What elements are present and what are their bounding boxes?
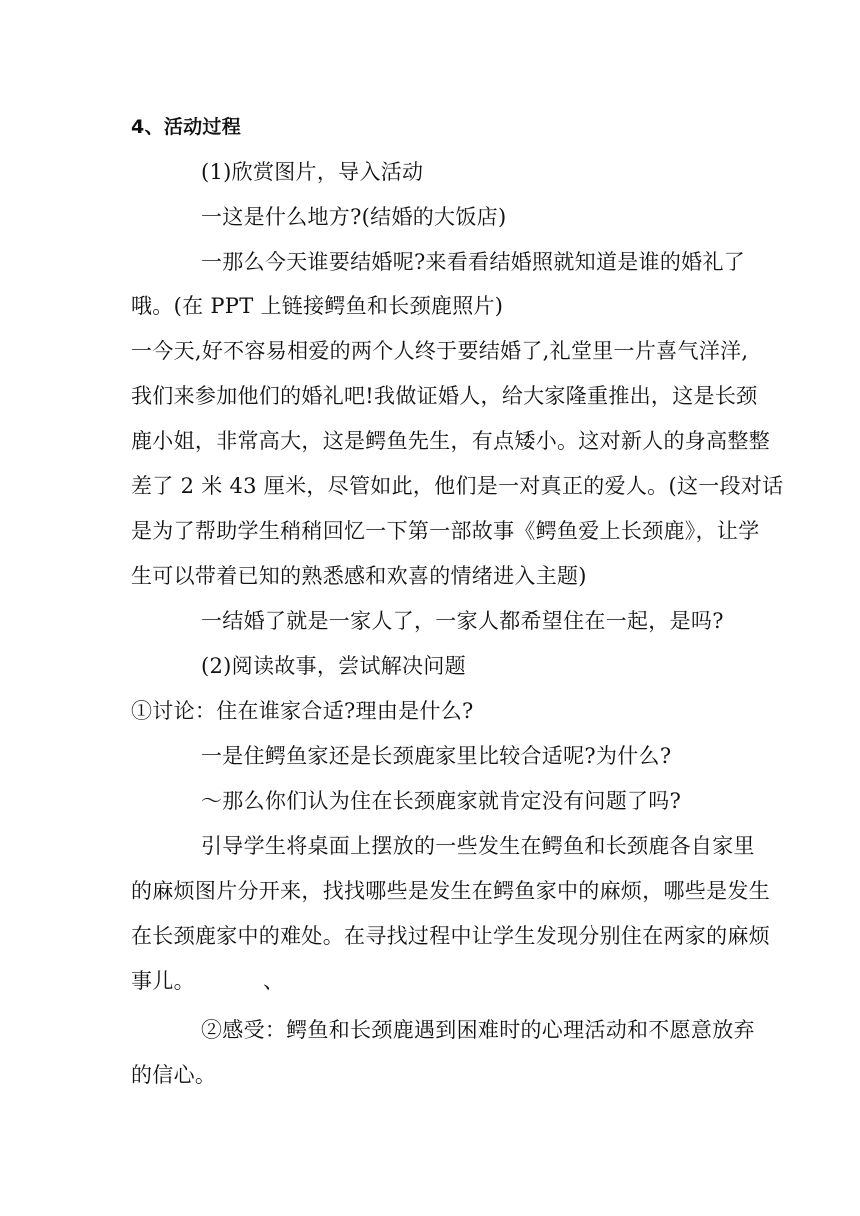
feeling-heading: ②感受：鳄鱼和长颈鹿遇到困难时的心理活动和不愿意放弃	[201, 1018, 755, 1042]
paragraph-line: 在长颈鹿家中的难处。在寻找过程中让学生发现分别住在两家的麻烦	[131, 924, 770, 948]
paragraph-line: 我们来参加他们的婚礼吧!我做证婚人，给大家隆重推出，这是长颈	[131, 384, 758, 408]
paragraph-line: 一那么今天谁要结婚呢?来看看结婚照就知道是谁的婚礼了	[201, 250, 746, 274]
paragraph-line: 差了 2 米 43 厘米，尽管如此，他们是一对真正的爱人。(这一段对话	[131, 474, 784, 498]
subsection-heading: (1)欣赏图片，导入活动	[201, 160, 424, 184]
paragraph-line: 生可以带着已知的熟悉感和欢喜的情绪进入主题)	[131, 564, 587, 588]
paragraph-line: ～那么你们认为住在长颈鹿家就肯定没有问题了吗?	[201, 789, 682, 813]
subsection-heading: (2)阅读故事，尝试解决问题	[201, 654, 466, 678]
paragraph-line: 引导学生将桌面上摆放的一些发生在鳄鱼和长颈鹿各自家里	[201, 834, 755, 858]
stray-mark: 、	[263, 969, 285, 993]
paragraph-line: 哦。(在 PPT 上链接鳄鱼和长颈鹿照片)	[131, 294, 504, 318]
paragraph-line: 一今天,好不容易相爱的两个人终于要结婚了,礼堂里一片喜气洋洋,	[131, 339, 749, 363]
paragraph-line: 鹿小姐，非常高大，这是鳄鱼先生，有点矮小。这对新人的身高整整	[131, 429, 770, 453]
discussion-heading: ①讨论：住在谁家合适?理由是什么?	[131, 699, 474, 723]
paragraph-line: 一是住鳄鱼家还是长颈鹿家里比较合适呢?为什么?	[201, 744, 672, 768]
paragraph-line: 一这是什么地方?(结婚的大饭店)	[201, 205, 507, 229]
paragraph-line: 的信心。	[131, 1063, 217, 1087]
paragraph-line: 是为了帮助学生稍稍回忆一下第一部故事《鳄鱼爱上长颈鹿》，让学	[131, 519, 760, 543]
paragraph-line: 一结婚了就是一家人了，一家人都希望住在一起，是吗?	[201, 609, 724, 633]
paragraph-line: 的麻烦图片分开来，找找哪些是发生在鳄鱼家中的麻烦，哪些是发生	[131, 879, 770, 903]
section-heading: 4、活动过程	[131, 116, 242, 138]
paragraph-line: 事儿。	[131, 969, 195, 993]
